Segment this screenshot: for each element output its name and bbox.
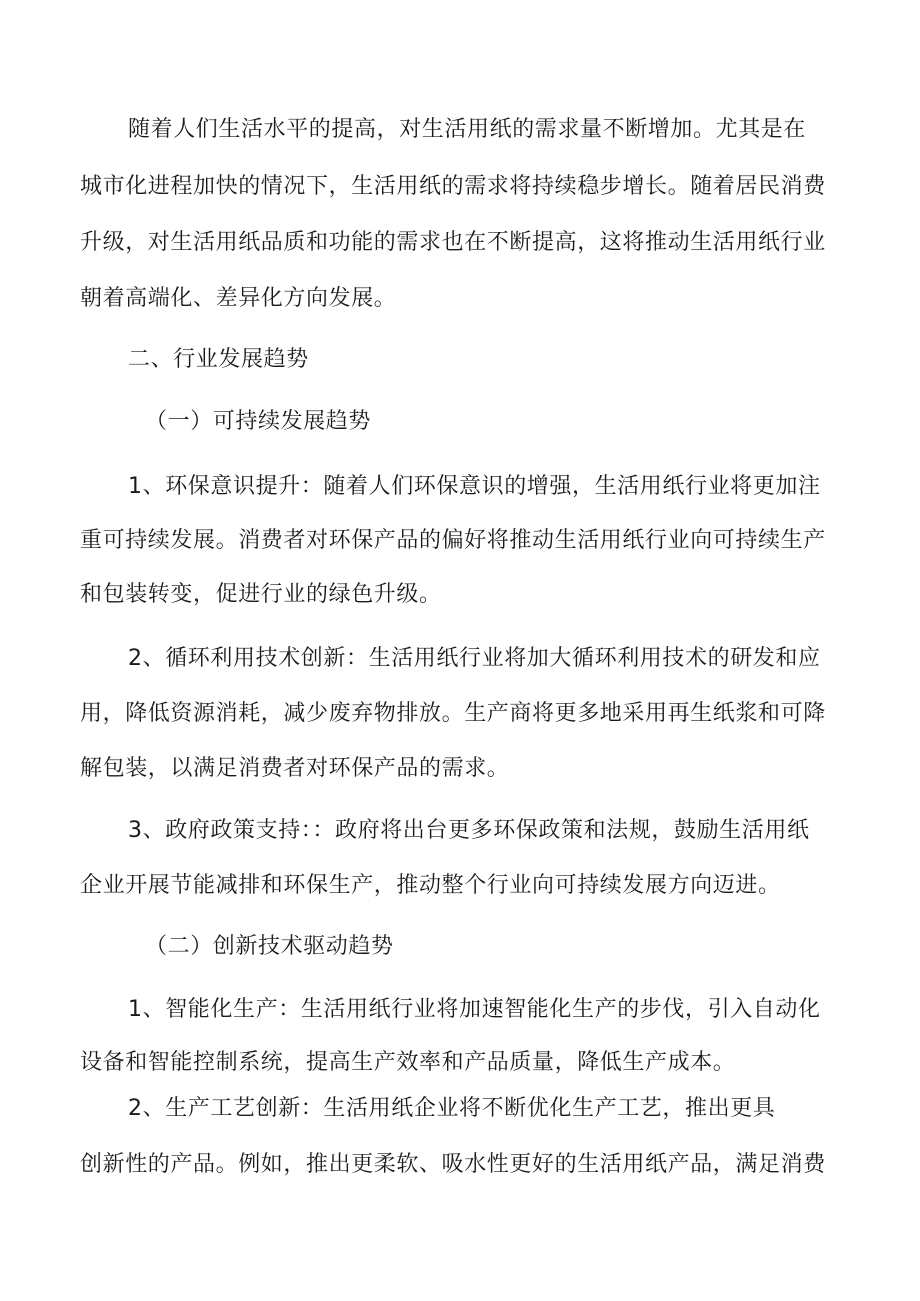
paragraph-line: 升级，对生活用纸品质和功能的需求也在不断提高，这将推动生活用纸行业	[80, 230, 826, 255]
list-item-line: 企业开展节能减排和环保生产，推动整个行业向可持续发展方向迈进。	[80, 873, 781, 898]
paragraph-line: 城市化进程加快的情况下，生活用纸的需求将持续稳步增长。随着居民消费	[80, 174, 826, 199]
list-item-line: 设备和智能控制系统，提高生产效率和产品质量，降低生产成本。	[80, 1050, 736, 1075]
list-item-line: 1、环保意识提升：随着人们环保意识的增强，生活用纸行业将更加注	[128, 474, 821, 499]
section-heading: 二、行业发展趋势	[128, 347, 309, 372]
list-item-line: 创新性的产品。例如，推出更柔软、吸水性更好的生活用纸产品，满足消费	[80, 1152, 826, 1177]
paragraph-line: 朝着高端化、差异化方向发展。	[80, 286, 397, 311]
list-item-line: 2、生产工艺创新：生活用纸企业将不断优化生产工艺，推出更具	[128, 1096, 776, 1121]
list-item-line: 2、循环利用技术创新：生活用纸行业将加大循环利用技术的研发和应	[128, 646, 821, 671]
paragraph-line: 随着人们生活水平的提高，对生活用纸的需求量不断增加。尤其是在	[128, 117, 807, 142]
list-item-line: 重可持续发展。消费者对环保产品的偏好将推动生活用纸行业向可持续生产	[80, 528, 826, 553]
subsection-heading: （一）可持续发展趋势	[145, 409, 372, 434]
list-item-line: 1、智能化生产：生活用纸行业将加速智能化生产的步伐，引入自动化	[128, 997, 821, 1022]
list-item-line: 解包装，以满足消费者对环保产品的需求。	[80, 756, 510, 781]
list-item-line: 和包装转变，促进行业的绿色升级。	[80, 582, 442, 607]
list-item-line: 用，降低资源消耗，减少废弃物排放。生产商将更多地采用再生纸浆和可降	[80, 701, 826, 726]
subsection-heading: （二）创新技术驱动趋势	[145, 934, 394, 959]
list-item-line: 3、政府政策支持：：政府将出台更多环保政策和法规，鼓励生活用纸	[128, 818, 810, 843]
